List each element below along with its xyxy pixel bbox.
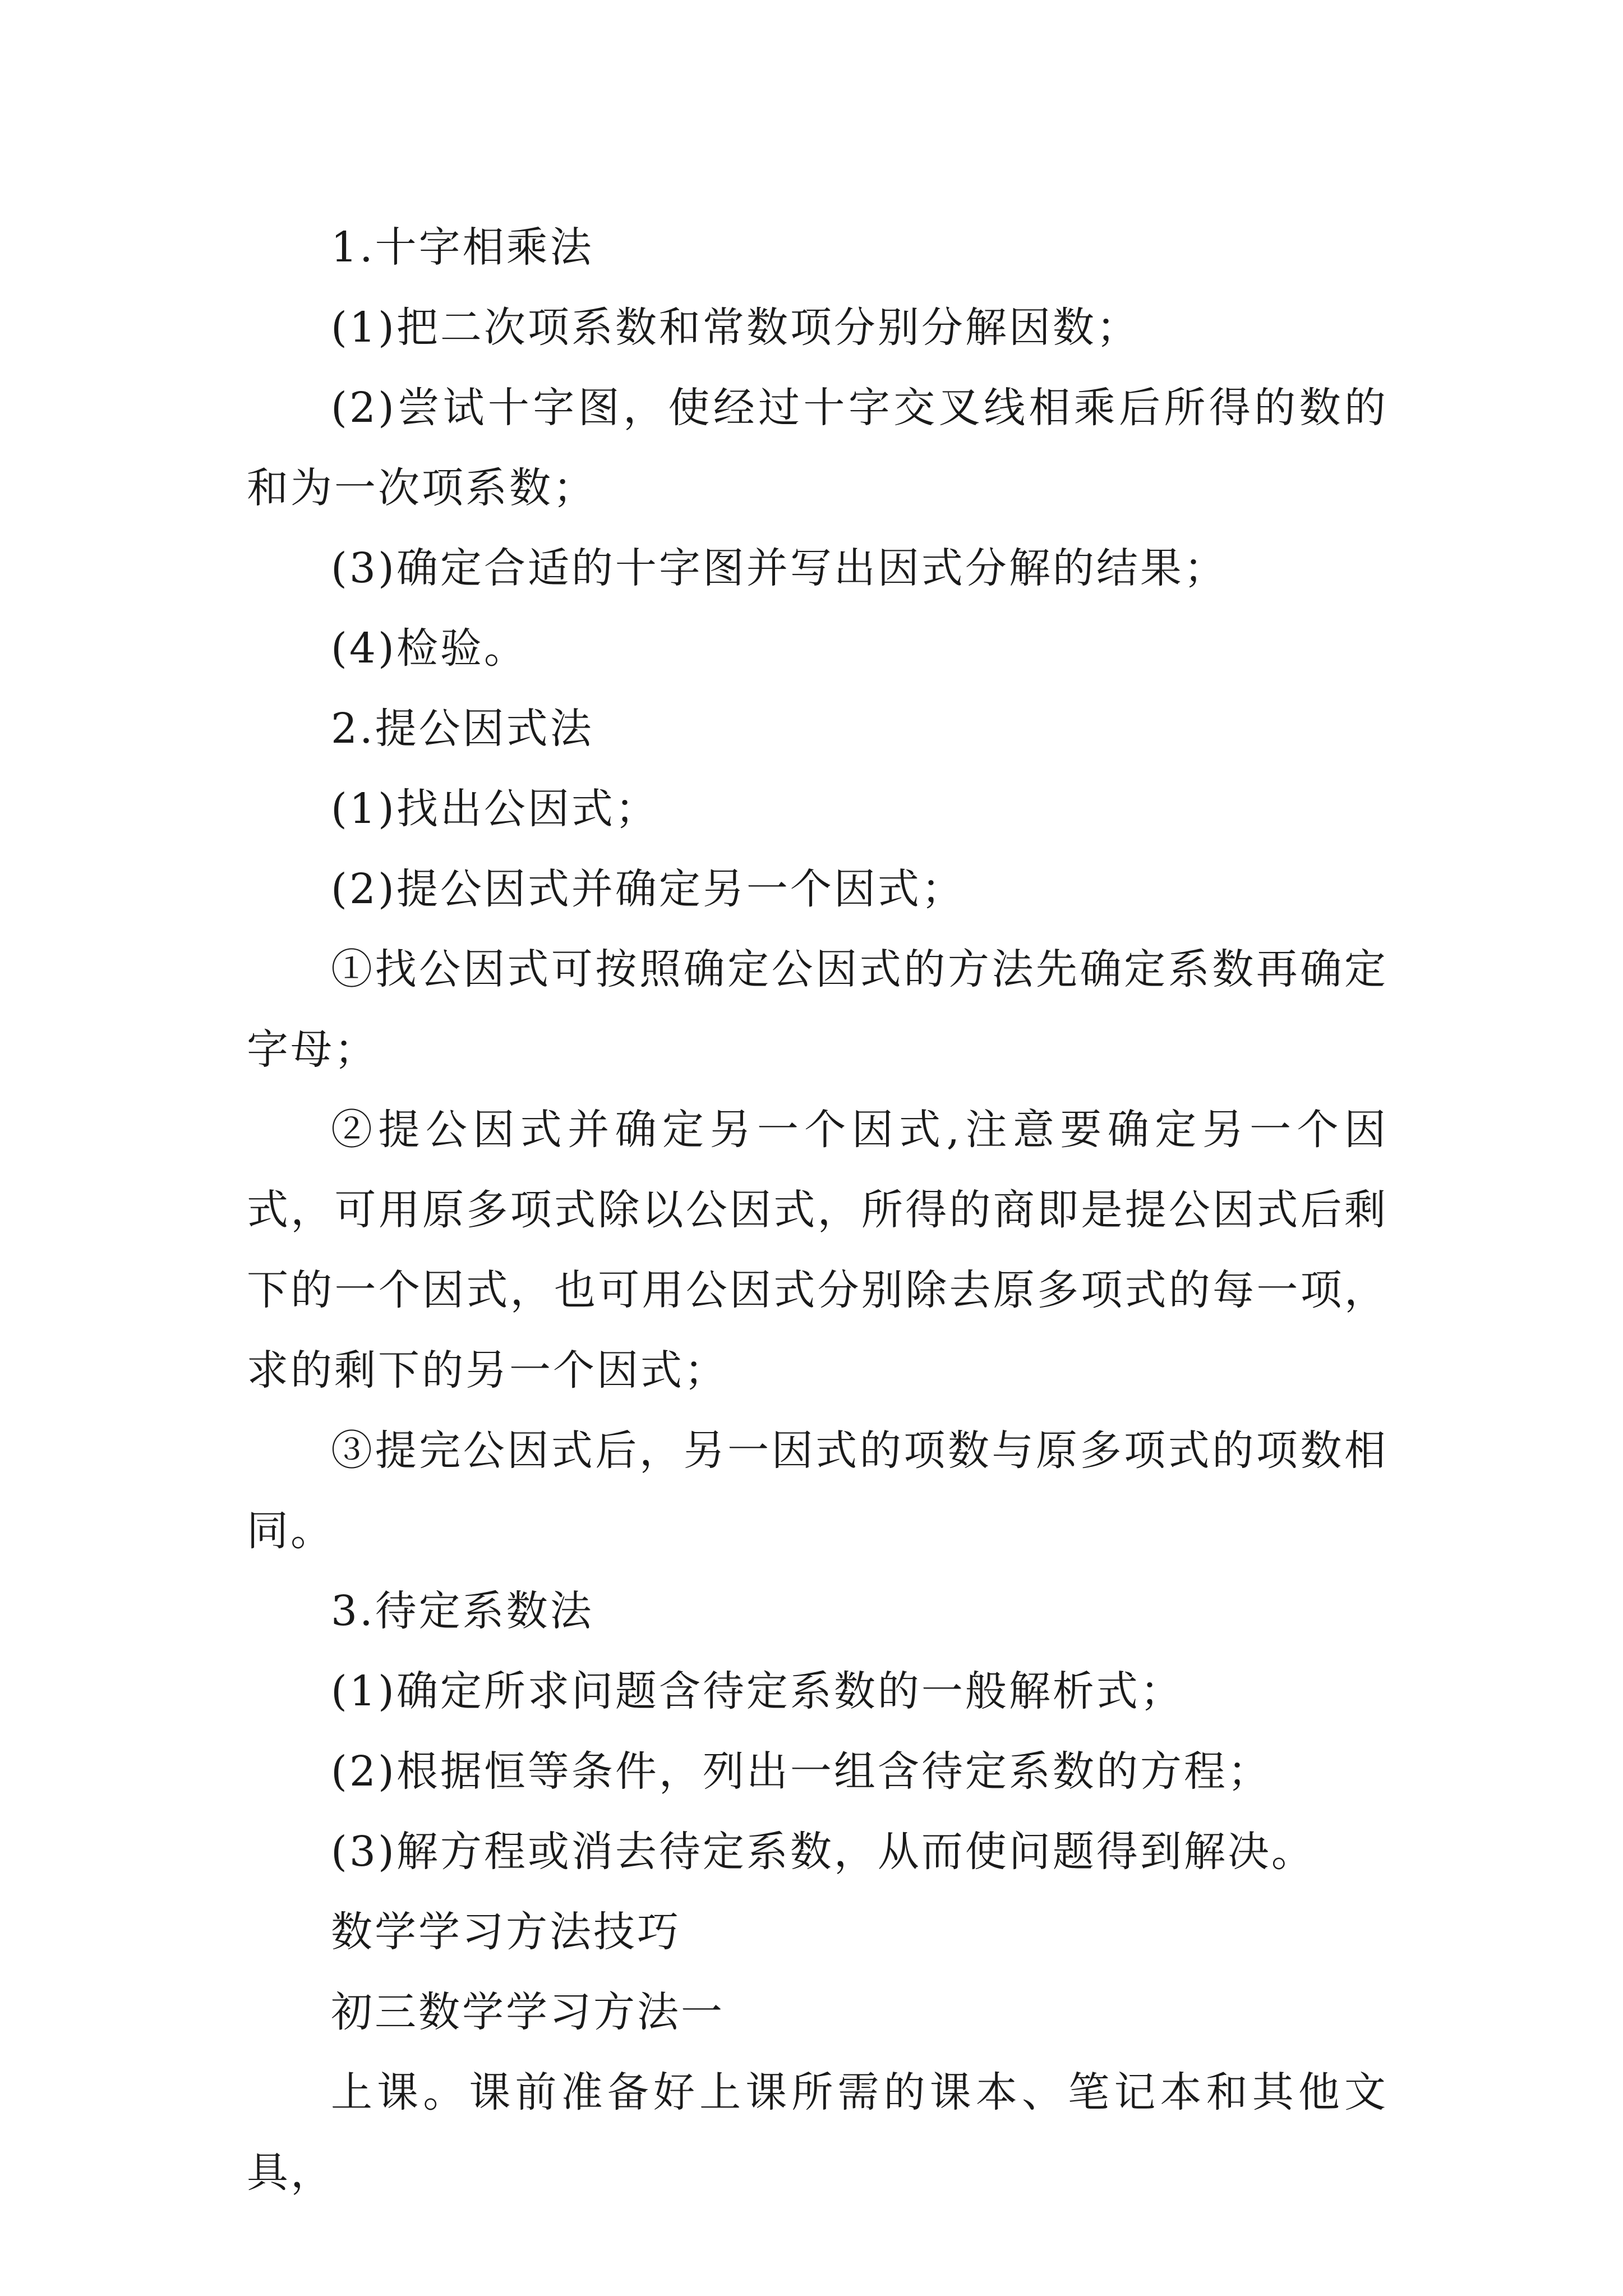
paragraph: (4)检验。: [331, 624, 528, 673]
paragraph: ②提公因式并确定另一个因式,注意要确定另一个因式，可用原多项式除以公因式，所得的商即是提公因式后剩下的一个因式，也可用公因式分别除去原多项式的每一项，求的剩下的另一个因式；: [247, 1106, 1388, 1395]
heading-cross-multiplication: 1.十字相乘法: [331, 223, 594, 272]
paragraph: (1)确定所求问题含待定系数的一般解析式；: [331, 1667, 1184, 1715]
document-body: [247, 208, 1388, 2213]
paragraph: (2)尝试十字图，使经过十字交叉线相乘后所得的数的和为一次项系数；: [247, 384, 1388, 512]
heading-common-factor: 2.提公因式法: [331, 705, 594, 753]
paragraph: (2)根据恒等条件，列出一组含待定系数的方程；: [331, 1747, 1271, 1796]
heading-undetermined-coefficients: 3.待定系数法: [331, 1587, 594, 1635]
paragraph: 上课。课前准备好上课所需的课本、笔记本和其他文具，: [247, 2068, 1388, 2197]
paragraph: ①找公因式可按照确定公因式的方法先确定系数再确定字母；: [247, 945, 1388, 1074]
paragraph: (1)找出公因式；: [331, 785, 659, 833]
paragraph: ③提完公因式后，另一因式的项数与原多项式的项数相同。: [247, 1427, 1388, 1555]
paragraph: (3)确定合适的十字图并写出因式分解的结果；: [331, 544, 1228, 592]
section-subtitle: 初三数学学习方法一: [331, 1988, 725, 2036]
section-title: 数学学习方法技巧: [331, 1908, 681, 1956]
paragraph: (2)提公因式并确定另一个因式；: [331, 865, 965, 913]
paragraph: (1)把二次项系数和常数项分别分解因数；: [331, 303, 1140, 352]
paragraph: (3)解方程或消去待定系数，从而使问题得到解决。: [331, 1828, 1315, 1876]
